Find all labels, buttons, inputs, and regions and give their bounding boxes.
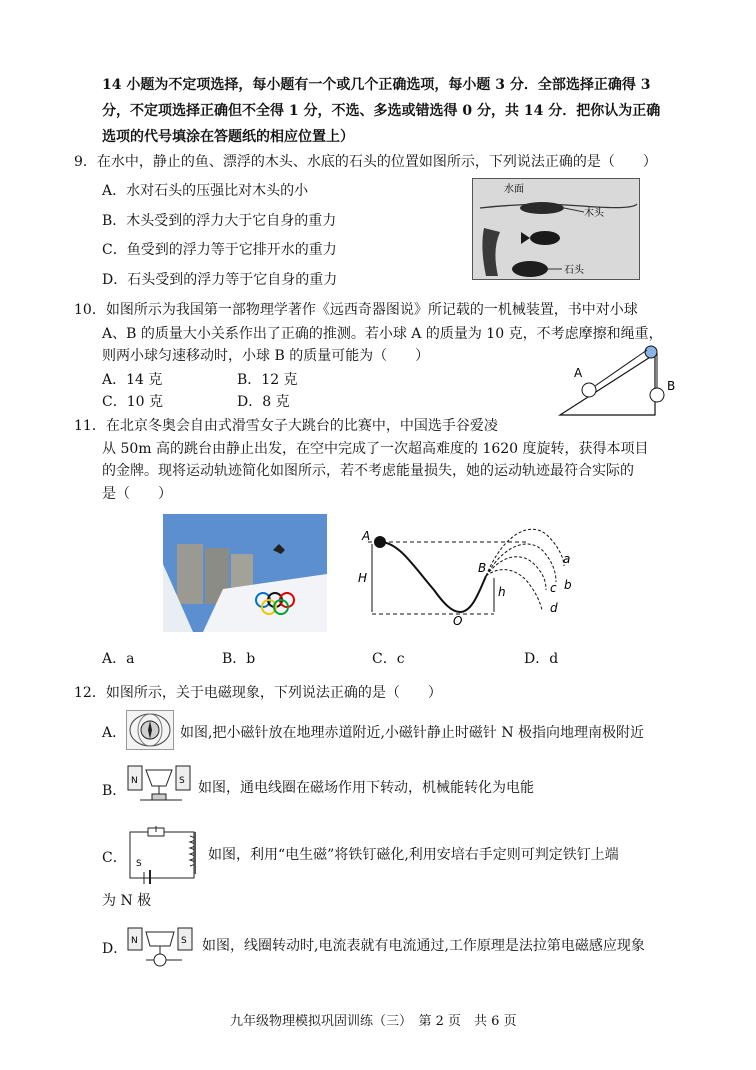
trajectory-b	[486, 544, 556, 582]
page-footer: 九年级物理模拟巩固训练（三） 第 2 页 共 6 页	[230, 1014, 517, 1029]
q11-photo	[163, 514, 327, 632]
q12-d-text: 如图，线圈转动时,电流表就有电流通过,工作原理是法拉第电磁感应现象	[202, 938, 645, 954]
q9-option-a: A．水对石头的压强比对木头的小	[102, 183, 309, 199]
point-a-label: A	[362, 529, 371, 543]
q12-stem: 12．如图所示，关于电磁现象，下列说法正确的是（ ）	[74, 685, 442, 701]
ball-a	[582, 383, 596, 397]
label-a: A	[574, 366, 583, 380]
q11-stem-2: 从 50m 高的跳台由静止出发，在空中完成了一次超高难度的 1620 度旋转，获得本项目	[102, 441, 649, 457]
q12-c-text-2: 为 N 极	[102, 893, 152, 909]
q12-d-label: D．	[102, 941, 128, 957]
trajectory-a	[486, 529, 564, 576]
q10-option-a: A．14 克	[102, 372, 163, 388]
q10-figure	[555, 340, 685, 420]
q11-trajectory-diagram	[354, 522, 584, 630]
generator-s-label: S	[181, 936, 187, 946]
height-h-label: h	[498, 585, 506, 599]
q10-stem-3: 则两小球匀速移动时，小球 B 的质量可能为（ ）	[102, 348, 430, 364]
generator-coil	[146, 932, 174, 946]
q12-a-label: A．	[102, 725, 127, 741]
stone	[512, 261, 548, 277]
cooling-tower-1	[177, 544, 203, 604]
intro-line-2: 分，不定项选择正确但不全得 1 分，不选、多选或错选得 0 分，共 14 分．把你认为正确	[102, 103, 661, 119]
water-background	[473, 179, 640, 280]
label-b: B	[667, 379, 676, 393]
curve-b-label: b	[564, 578, 572, 592]
q11-stem-3: 的金牌。现将运动轨迹简化如图所示，若不考虑能量损失，她的运动轨迹最符合实际的	[102, 463, 634, 479]
point-b-label: B	[478, 561, 487, 575]
q12-b-figure	[126, 760, 192, 806]
q12-b-label: B．	[102, 783, 127, 799]
point-o-label: O	[453, 614, 463, 628]
q11-stem-1: 11．在北京冬奥会自由式滑雪女子大跳台的比赛中，中国选手谷爱凌	[74, 418, 498, 434]
curve-d-label: d	[550, 601, 558, 615]
q9-stem: 9．在水中，静止的鱼、漂浮的木头、水底的石头的位置如图所示，下列说法正确的是（ ）	[74, 154, 657, 170]
trajectory-c	[486, 557, 546, 590]
q11-stem-4: 是（ ）	[102, 486, 172, 502]
q11-option-b: B．b	[222, 651, 256, 667]
coil	[146, 770, 172, 786]
stone-label: 石头	[564, 265, 584, 276]
track-curve	[380, 542, 486, 612]
q11-option-a: A．a	[102, 651, 135, 667]
ball-b	[650, 388, 664, 402]
ammeter	[154, 954, 166, 966]
q12-c-text-1: 如图，利用“电生磁”将铁钉磁化,利用安培右手定则可判定铁钉上端	[208, 847, 619, 863]
height-H-label: H	[358, 571, 368, 585]
fish	[530, 231, 560, 245]
q9-option-c: C．鱼受到的浮力等于它排开水的重力	[102, 242, 337, 258]
circuit-wire	[130, 832, 194, 878]
q12-b-text: 如图，通电线圈在磁场作用下转动，机械能转化为电能	[198, 780, 534, 796]
surface-label: 水面	[504, 184, 524, 195]
pulley	[645, 346, 657, 358]
intro-line-3: 选项的代号填涂在答题纸的相应位置上）	[102, 129, 354, 145]
q10-option-c: C．10 克	[102, 394, 163, 410]
switch-label: S	[136, 859, 142, 869]
generator-n-label: N	[131, 936, 138, 946]
q12-d-figure	[126, 922, 196, 968]
curve-c-label: c	[550, 581, 557, 595]
q11-option-d: D．d	[524, 651, 559, 667]
q10-option-b: B．12 克	[237, 372, 298, 388]
q9-option-d: D．石头受到的浮力等于它自身的重力	[102, 272, 338, 288]
q10-option-d: D．8 克	[237, 394, 290, 410]
q11-option-c: C．c	[372, 651, 405, 667]
intro-line-1: 14 小题为不定项选择，每小题有一个或几个正确选项，每小题 3 分．全部选择正确得 3	[102, 77, 651, 93]
q9-option-b: B．木头受到的浮力大于它自身的重力	[102, 213, 337, 229]
q12-c-figure	[124, 826, 204, 884]
incline	[560, 354, 655, 415]
curve-a-label: a	[563, 552, 571, 566]
magnet-s-label: S	[179, 776, 185, 786]
magnet-n-label: N	[131, 776, 138, 786]
q12-c-label: C．	[102, 850, 127, 866]
wood-log	[520, 202, 564, 214]
q12-a-figure	[126, 710, 174, 750]
q10-stem-1: 10．如图所示为我国第一部物理学著作《远西奇器图说》所记载的一机械装置，书中对小球	[74, 302, 638, 318]
q9-figure	[472, 178, 640, 280]
wood-label: 木头	[584, 208, 604, 219]
q12-a-text: 如图,把小磁针放在地理赤道附近,小磁针静止时磁针 N 极指向地理南极附近	[180, 725, 645, 741]
q10-stem-2: A、B 的质量大小关系作出了正确的推测。若小球 A 的质量为 10 克，不考虑摩擦和绳重，	[102, 326, 663, 342]
